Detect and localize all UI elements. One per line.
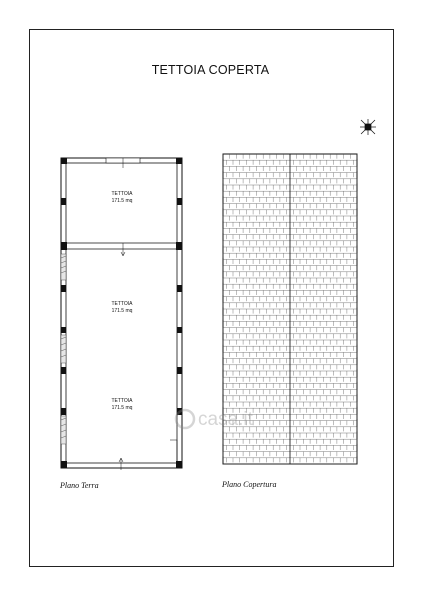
room-label [62,191,182,205]
room-label [62,301,182,315]
room-name: TETTOIA [111,301,133,307]
north-arrow-icon [360,119,376,135]
svg-text:casa.it: casa.it [198,409,253,430]
room-area: 171.5 mq [111,198,133,204]
room-area: 171.5 mq [111,405,133,411]
room-name: TETTOIA [111,191,133,197]
drawing-title: TETTOIA COPERTA [151,63,270,77]
watermark-logo [176,409,254,430]
room-area: 171.5 mq [111,308,133,314]
room-name: TETTOIA [111,398,133,404]
side-wall-openings [61,254,66,444]
room-label [62,398,182,412]
roof-plan-caption: Plano Copertura [222,480,277,489]
ground-floor-caption: Plano Terra [60,481,99,490]
